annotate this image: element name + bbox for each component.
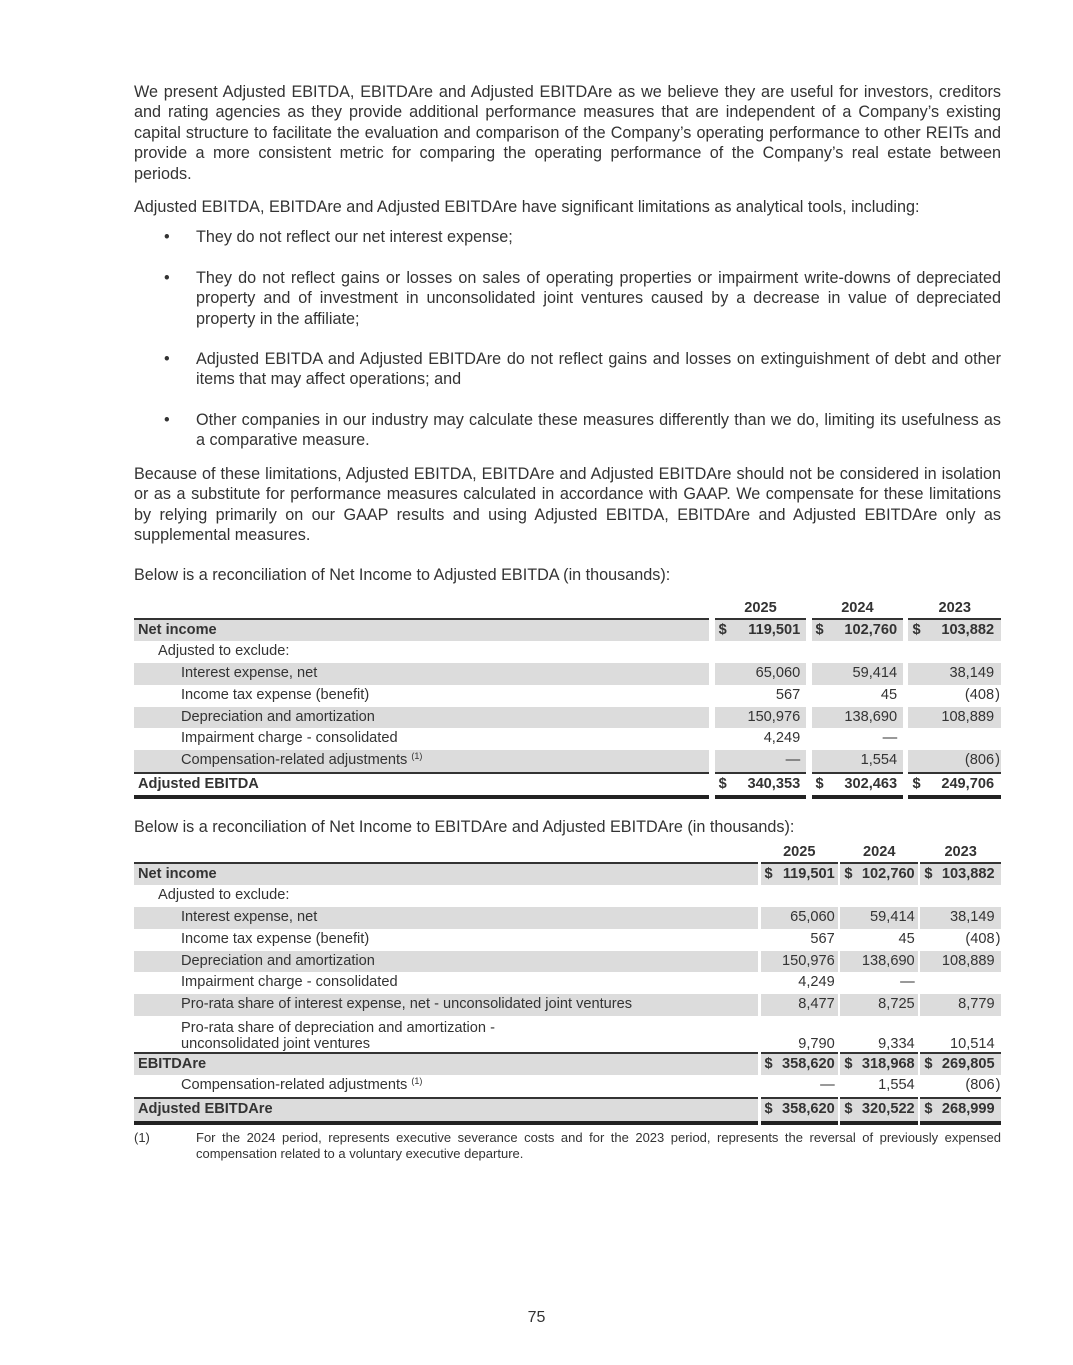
limitations-list bbox=[134, 227, 1001, 450]
table-row: Pro-rata share of interest expense, net - unconsolidated joint ventures 8,477 8,725 8,779 bbox=[134, 994, 1001, 1016]
footnote-mark: (1) bbox=[134, 1129, 150, 1145]
adjusted-ebitda-table bbox=[134, 598, 1001, 800]
footnote-ref: (1) bbox=[411, 750, 423, 761]
limitations-intro: Adjusted EBITDA, EBITDAre and Adjusted EBITDAre have significant limitations as analytical tools, including: bbox=[134, 198, 920, 217]
year-header: 2025 bbox=[715, 598, 807, 620]
table-row: Interest expense, net 65,060 59,414 38,149 bbox=[134, 663, 1001, 685]
table-row: Net income $ 119,501 $ 102,760 $ 103,882 bbox=[134, 620, 1001, 642]
list-item: • Other companies in our industry may calculate these measures differently than we do, limiting its usefulness as a comparative measure. bbox=[164, 410, 1001, 450]
list-item: • Adjusted EBITDA and Adjusted EBITDAre do not reflect gains and losses on extinguishment of debt and other items that may affect operations; and bbox=[164, 350, 1001, 389]
table-row: Adjusted to exclude: bbox=[158, 643, 290, 660]
table-row: Depreciation and amortization 150,976 138,690 108,889 bbox=[134, 951, 1001, 973]
table2-caption: Below is a reconciliation of Net Income to EBITDAre and Adjusted EBITDAre (in thousands): bbox=[134, 818, 795, 837]
footnote bbox=[134, 1130, 1001, 1162]
table-row: Interest expense, net 65,060 59,414 38,149 bbox=[134, 907, 1001, 929]
table1-caption: Below is a reconciliation of Net Income to Adjusted EBITDA (in thousands): bbox=[134, 566, 671, 585]
year-header: 2023 bbox=[908, 598, 1001, 620]
table-header-row bbox=[134, 842, 1001, 864]
table-row: Pro-rata share of depreciation and amortization - unconsolidated joint ventures 9,790 9,334 10,514 bbox=[181, 1019, 995, 1052]
subtotal-row: EBITDAre $ 358,620 $ 318,968 $ 269,805 bbox=[134, 1052, 1001, 1076]
document-page bbox=[134, 82, 1001, 1162]
year-header: 2023 bbox=[920, 842, 1001, 864]
table-row: Compensation-related adjustments $^{(1)}$ — 1,554 (806 ) bbox=[134, 1075, 1001, 1099]
table-row: Net income $ 119,501 $ 102,760 $ 103,882 bbox=[134, 864, 1001, 886]
table-row: Income tax expense (benefit) 567 45 (408 ) bbox=[181, 686, 1000, 703]
table-header-row bbox=[134, 598, 1001, 620]
bullet-icon: • bbox=[164, 268, 170, 287]
list-item: • They do not reflect gains or losses on sales of operating properties or impairment write-downs of depreciated property and of investment in unconsolidated joint ventures caused by a decrease in value of depreciated property in the affiliate; bbox=[164, 268, 1001, 328]
year-header: 2024 bbox=[812, 598, 904, 620]
footnote-text: For the 2024 period, represents executive severance costs and for the 2023 period, represents the reversal of previously expensed compensation related to a voluntary executive departure. bbox=[196, 1129, 1001, 1161]
table-row: Income tax expense (benefit) 567 45 (408 ) bbox=[181, 930, 1001, 947]
ebitdare-table bbox=[134, 842, 1001, 1125]
page-number: 75 bbox=[527, 1309, 546, 1326]
year-header: 2025 bbox=[761, 842, 839, 864]
total-row: Adjusted EBITDAre $ 358,620 $ 320,522 $ 268,999 bbox=[134, 1099, 1001, 1125]
compensation-paragraph: Because of these limitations, Adjusted EBITDA, EBITDAre and Adjusted EBITDAre should not be considered in isolation or as a substitute for performance measures calculated in accordance with GAAP. We compensate for these limitations by relying primarily on our GAAP results and using Adjusted EBITDA, EBITDAre and Adjusted EBITDAre only as supplemental measures. bbox=[134, 464, 1001, 544]
bullet-icon: • bbox=[164, 350, 170, 369]
year-header: 2024 bbox=[840, 842, 918, 864]
footnote-ref: (1) bbox=[411, 1076, 423, 1087]
table-row: Depreciation and amortization 150,976 138,690 108,889 bbox=[134, 707, 1001, 729]
total-row: Adjusted EBITDA $ 340,353 $ 302,463 $ 249,706 bbox=[134, 772, 1001, 800]
bullet-icon: • bbox=[164, 410, 170, 429]
table-row: Adjusted to exclude: bbox=[158, 887, 290, 904]
table-row: Impairment charge - consolidated 4,249 — bbox=[181, 974, 915, 991]
intro-paragraph: We present Adjusted EBITDA, EBITDAre and Adjusted EBITDAre as we believe they are useful for investors, creditors and rating agencies as they provide additional performance measures that are independent of a Company’s existing capital structure to facilitate the evaluation and comparison of the Company’s operating performance to other REITs and provide a more consistent metric for comparing the operating performance of the Company’s real estate between periods. bbox=[134, 83, 1001, 183]
table-row: Compensation-related adjustments $^{(1)}$ — 1,554 (806 ) bbox=[134, 750, 1001, 772]
list-item: • They do not reflect our net interest expense; bbox=[164, 228, 513, 247]
table-row: Impairment charge - consolidated 4,249 — bbox=[181, 730, 898, 747]
bullet-icon: • bbox=[164, 228, 170, 247]
